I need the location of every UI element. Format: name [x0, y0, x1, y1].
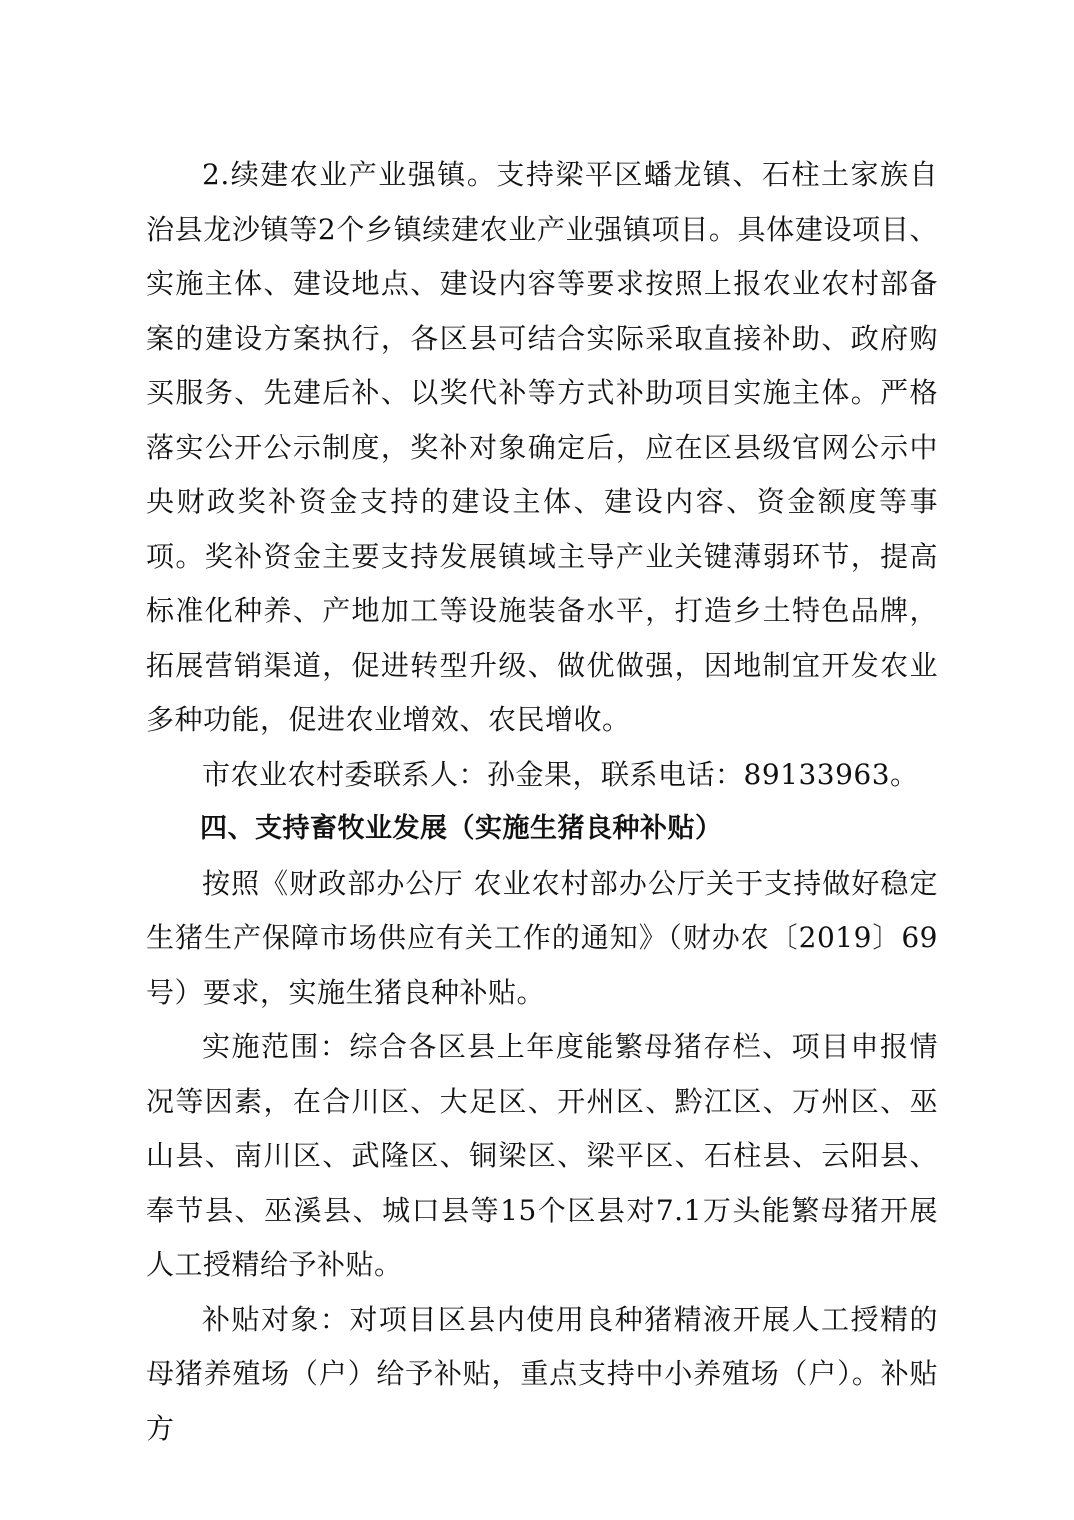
paragraph-contact: 市农业农村委联系人：孙金果，联系电话：89133963。	[202, 757, 919, 791]
section-heading-livestock: 四、支持畜牧业发展（实施生猪良种补贴）	[200, 813, 723, 844]
paragraph-subsidy-target: 补贴对象：对项目区县内使用良种猪精液开展人工授精的母猪养殖场（户）给予补贴，重点支持中小养殖场（户）。补贴方	[146, 1302, 938, 1445]
paragraph-notice-reference: 按照《财政部办公厅 农业农村部办公厅关于支持做好稳定生猪生产保障市场供应有关工作的通知》（财办农〔2019〕69号）要求，实施生猪良种补贴。	[146, 866, 938, 1009]
paragraph-industry-towns: 2.续建农业产业强镇。支持梁平区蟠龙镇、石柱土家族自治县龙沙镇等2个乡镇续建农业产业强镇项目。具体建设项目、实施主体、建设地点、建设内容等要求按照上报农业农村部备案的建设方案执行，各区县可结合实际采取直接补助、政府购买服务、先建后补、以奖代补等方式补助项目实施主体。严格落实公开公示制度，奖补对象确定后，应在区县级官网公示中央财政奖补资金支持的建设主体、建设内容、资金额度等事项。奖补资金主要支持发展镇域主导产业关键薄弱环节，提高标准化种养、产地加工等设施装备水平，打造乡土特色品牌，拓展营销渠道，促进转型升级、做优做强，因地制宜开发农业多种功能，促进农业增效、农民增收。	[146, 158, 938, 736]
paragraph-implementation-scope: 实施范围：综合各区县上年度能繁母猪存栏、项目申报情况等因素，在合川区、大足区、开州区、黔江区、万州区、巫山县、南川区、武隆区、铜梁区、梁平区、石柱县、云阳县、奉节县、巫溪县、城口县等15个区县对7.1万头能繁母猪开展人工授精给予补贴。	[146, 1030, 938, 1281]
document-body	[146, 148, 938, 1456]
